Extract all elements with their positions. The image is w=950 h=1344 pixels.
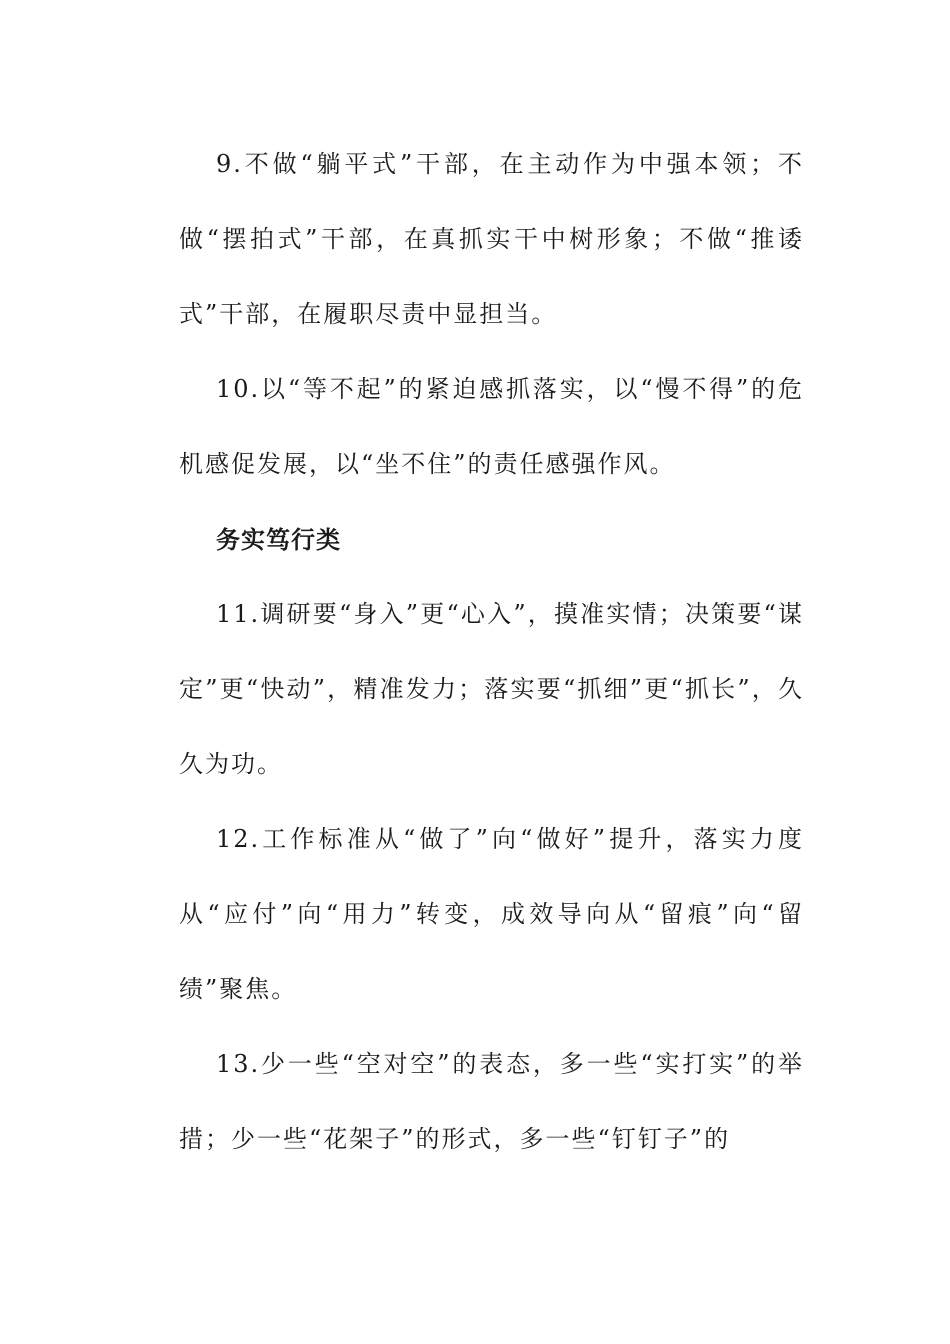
paragraph-item-9: 9.不做“躺平式”干部，在主动作为中强本领；不做“摆拍式”干部，在真抓实干中树形象；不做“推诿式”干部，在履职尽责中显担当。	[179, 150, 804, 328]
document-body	[179, 127, 804, 1177]
paragraph-item-11: 11.调研要“身入”更“心入”，摸准实情；决策要“谋定”更“快动”，精准发力；落实要“抓细”更“抓长”，久久为功。	[179, 600, 804, 778]
paragraph-item-10: 10.以“等不起”的紧迫感抓落实，以“慢不得”的危机感促发展，以“坐不住”的责任感强作风。	[179, 375, 804, 478]
paragraph-item-12: 12.工作标准从“做了”向“做好”提升，落实力度从“应付”向“用力”转变，成效导向从“留痕”向“留绩”聚焦。	[179, 825, 804, 1003]
paragraph-item-13: 13.少一些“空对空”的表态，多一些“实打实”的举措；少一些“花架子”的形式，多一些“钉钉子”的	[179, 1050, 804, 1153]
section-heading: 务实笃行类	[216, 525, 341, 554]
